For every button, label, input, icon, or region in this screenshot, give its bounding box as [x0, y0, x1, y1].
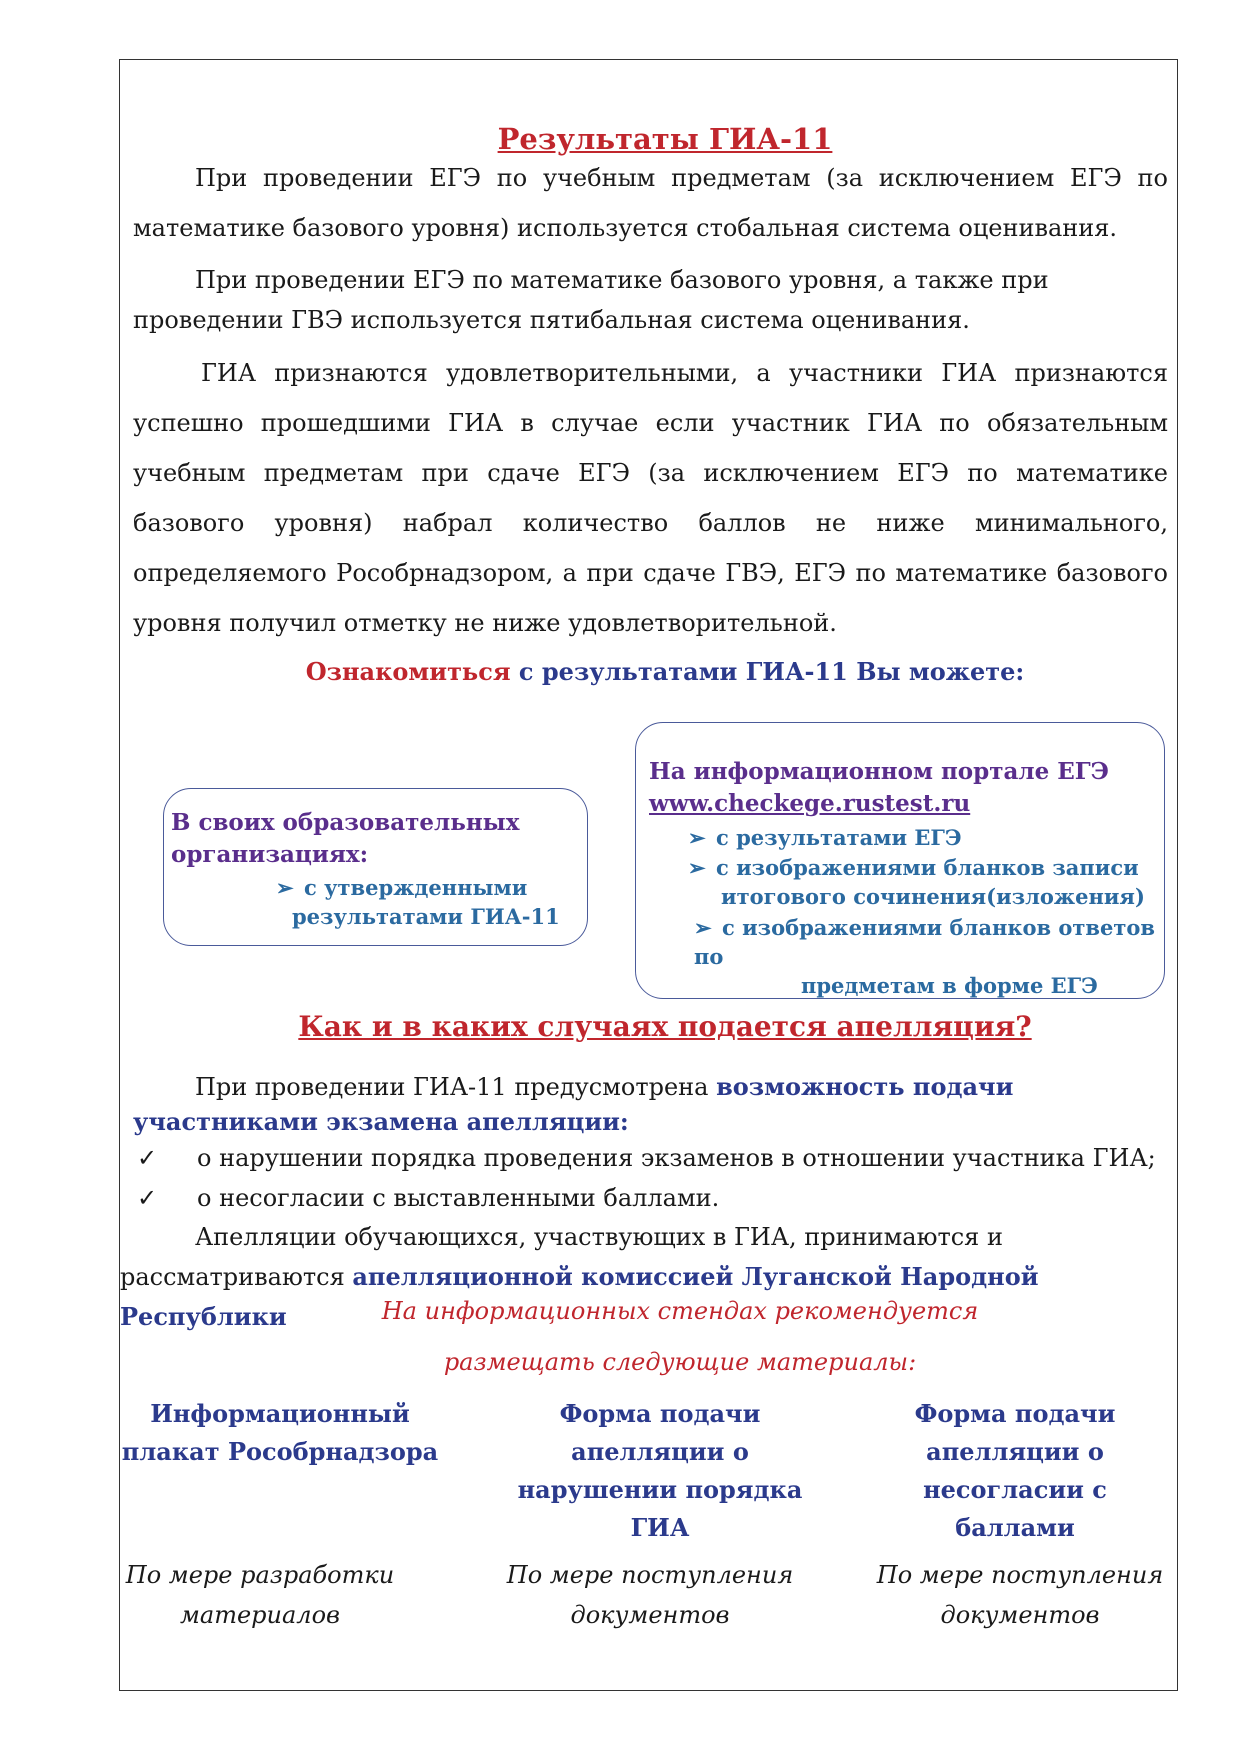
check-item-1: о нарушении порядка проведения экзаменов в отношении участника ГИА;	[197, 1144, 1156, 1172]
page-title: Результаты ГИА-11	[497, 122, 833, 156]
box-left-item-line1: с утвержденными	[304, 875, 528, 900]
box-left	[163, 788, 588, 946]
column-2-head-line4: ГИА	[630, 1513, 690, 1542]
appeal-intro-bold-1: возможность подачи	[716, 1072, 1014, 1101]
box-right	[635, 722, 1165, 999]
portal-url[interactable]: www.checkege.rustest.ru	[649, 790, 971, 817]
column-3-note-line1: По мере поступления	[876, 1561, 1164, 1589]
column-2-head-line3: нарушении порядка	[517, 1475, 803, 1504]
acquaint-blue: с результатами ГИА-11 Вы можете:	[510, 657, 1025, 686]
column-1-heading	[120, 1395, 440, 1471]
column-3-note	[870, 1555, 1170, 1635]
checkmark-icon: ✓	[137, 1144, 158, 1172]
column-1-note-line2: материалов	[180, 1601, 340, 1629]
box-left-item	[276, 873, 560, 931]
arrow-icon: ➢	[688, 855, 706, 880]
check-item-2: о несогласии с выставленными баллами.	[197, 1184, 720, 1212]
column-3-head-line3: несогласии с баллами	[923, 1475, 1107, 1542]
arrow-icon: ➢	[688, 825, 706, 850]
box-right-item-2	[688, 853, 1145, 911]
box-right-item-1-text: с результатами ЕГЭ	[716, 825, 962, 850]
box-right-item-3-line1: с изображениями бланков ответов по	[694, 915, 1155, 969]
box-right-item-1	[688, 823, 962, 852]
column-3-head-line1: Форма подачи	[914, 1399, 1116, 1428]
column-2	[490, 1395, 830, 1547]
column-2-note-line1: По мере поступления	[506, 1561, 794, 1589]
checkmark-icon: ✓	[137, 1184, 158, 1212]
box-right-heading: На информационном портале ЕГЭ	[649, 758, 1109, 785]
list-item	[137, 1178, 1177, 1218]
paragraph-3: ГИА признаются удовлетворительными, а участники ГИА признаются успешно прошедшими ГИА в случае если участник ГИА по обязательным учебным предметам при сдаче ЕГЭ (за исключением ЕГЭ по математике базового уровня) набрал количество баллов не ниже минимального, определяемого Рособрнадзором, а при сдаче ГВЭ, ЕГЭ по математике базового уровня получил отметку не ниже удовлетворительной.	[133, 359, 1168, 637]
column-1-head-line1: Информационный	[150, 1399, 410, 1428]
appeal-intro-plain: При проведении ГИА-11 предусмотрена	[195, 1073, 717, 1101]
box-right-item-2-line2: итогового сочинения(изложения)	[721, 884, 1145, 909]
column-1-note-line1: По мере разработки	[125, 1561, 395, 1589]
column-2-note-line2: документов	[570, 1601, 730, 1629]
stands-line-2: размещать следующие материалы:	[443, 1348, 917, 1376]
check-list	[137, 1138, 1177, 1218]
column-2-head-line1: Форма подачи	[559, 1399, 761, 1428]
column-1-note	[120, 1555, 400, 1635]
stands-line-1: На информационных стендах рекомендуется	[381, 1297, 979, 1325]
arrow-icon: ➢	[276, 875, 294, 900]
appeal-intro-bold-2: участниками экзамена апелляции:	[133, 1107, 629, 1136]
box-left-heading: В своих образовательных организациях:	[171, 809, 520, 868]
column-3-note-line2: документов	[940, 1601, 1100, 1629]
box-left-item-line2: результатами ГИА-11	[292, 904, 560, 929]
arrow-icon: ➢	[694, 915, 712, 940]
appeal-text-bold: апелляционной комиссией Луганской Народной Республики	[120, 1262, 1039, 1331]
column-2-heading	[490, 1395, 830, 1547]
acquaint-heading	[0, 657, 1241, 686]
appeal-text-line1: Апелляции обучающихся, участвующих в ГИА, принимаются и	[195, 1223, 1003, 1251]
column-2-head-line2: апелляции о	[571, 1437, 749, 1466]
column-1	[120, 1395, 440, 1471]
column-3-heading	[860, 1395, 1170, 1547]
appeal-text-plain: рассматриваются	[120, 1263, 353, 1291]
column-1-head-line2: плакат Рособрнадзора	[121, 1437, 439, 1466]
column-3-head-line2: апелляции о	[926, 1437, 1104, 1466]
box-right-item-3-line2: предметам в форме ЕГЭ	[801, 973, 1098, 998]
appeal-intro	[133, 1067, 1178, 1137]
acquaint-red: Ознакомиться	[305, 657, 511, 686]
list-item	[137, 1138, 1177, 1178]
column-2-note	[500, 1555, 800, 1635]
box-right-item-3	[694, 913, 1164, 1000]
appeal-title: Как и в каких случаях подается апелляция?	[298, 1010, 1032, 1043]
column-3	[860, 1395, 1170, 1547]
paragraph-1: При проведении ЕГЭ по учебным предметам (за исключением ЕГЭ по математике базового уровня) используется стобальная система оценивания.	[133, 164, 1168, 242]
paragraph-2: При проведении ЕГЭ по математике базового уровня, а также при проведении ГВЭ используется пятибальная система оценивания.	[133, 266, 1049, 334]
box-right-item-2-line1: с изображениями бланков записи	[716, 855, 1139, 880]
